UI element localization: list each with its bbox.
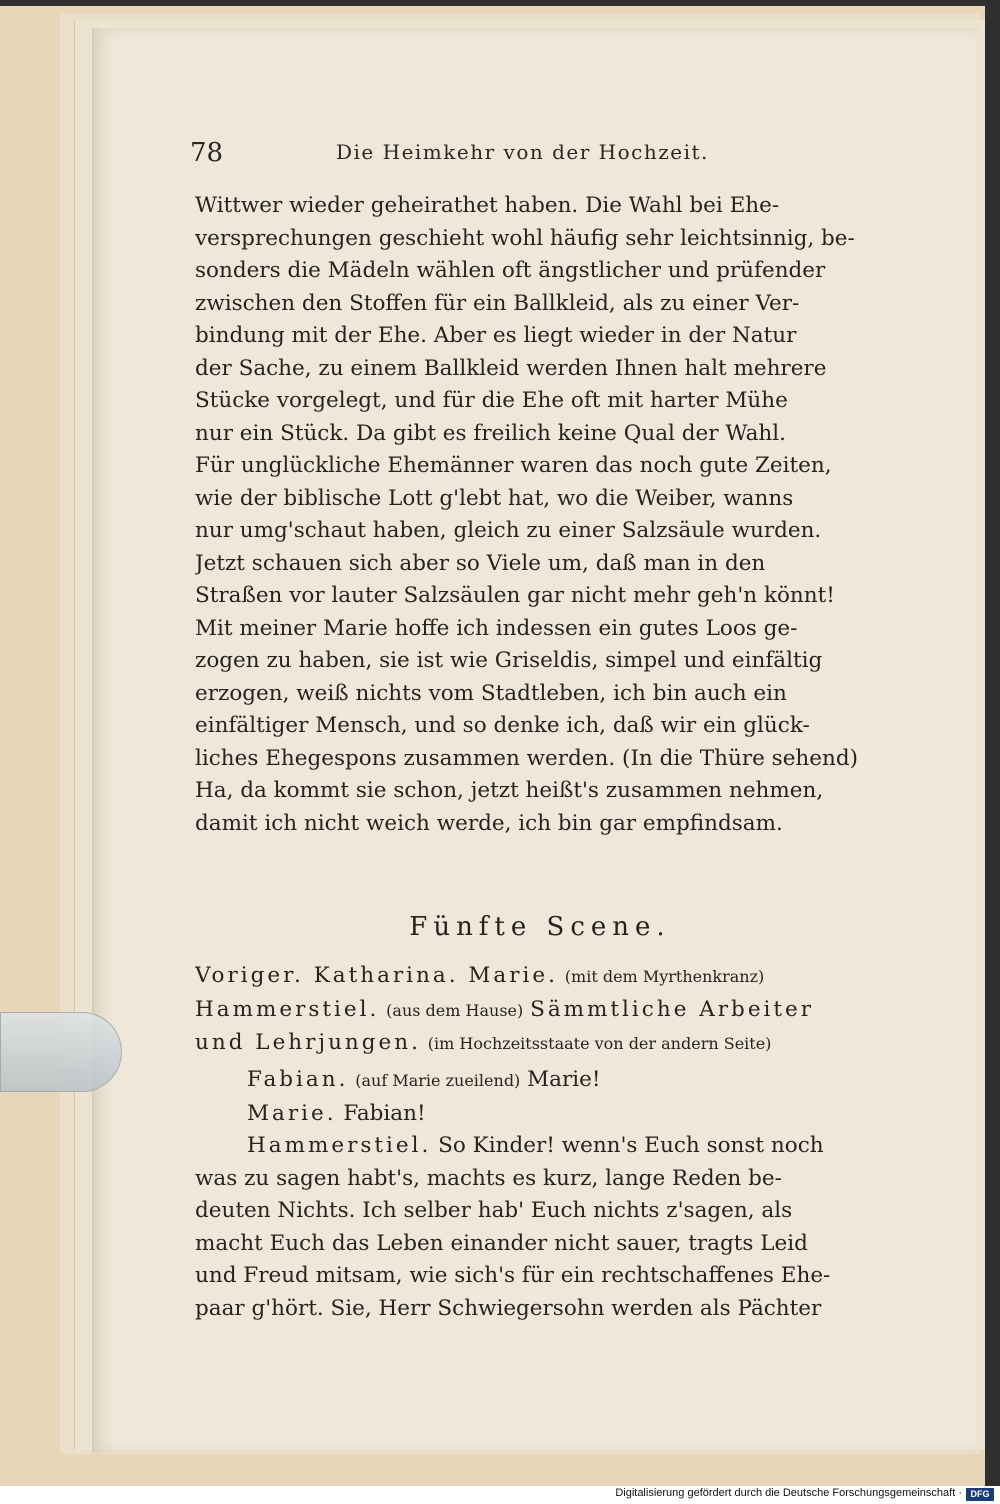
text-line: Straßen vor lauter Salzsäulen gar nicht mehr geh'n könnt! xyxy=(195,583,835,608)
text-line: zwischen den Stoffen für ein Ballkleid, als zu einer Ver- xyxy=(195,290,800,316)
cast-names: Hammerstiel. xyxy=(195,996,380,1022)
cast-names: Sämmtliche Arbeiter xyxy=(530,996,815,1022)
cast-line xyxy=(195,960,885,994)
speech: Fabian! xyxy=(343,1100,426,1126)
dialog-line xyxy=(195,1064,885,1098)
running-head: Die Heimkehr von der Hochzeit. xyxy=(336,140,709,164)
text-line: einfältiger Mensch, und so denke ich, daß wir ein glück- xyxy=(195,713,810,738)
text-line: nur umg'schaut haben, gleich zu einer Salzsäule wurden. xyxy=(195,518,822,543)
cast-names: und Lehrjungen. xyxy=(195,1030,421,1055)
stage-direction: (im Hochzeitsstaate von der andern Seite) xyxy=(427,1034,772,1053)
speaker-name: Hammerstiel. xyxy=(247,1133,432,1158)
text-line: sonders die Mädeln wählen oft ängstlicher und prüfender xyxy=(195,258,826,283)
funding-notice: Digitalisierung gefördert durch die Deutsche Forschungsgemeinschaft · xyxy=(615,1487,962,1499)
stage-direction: (mit dem Myrthenkranz) xyxy=(564,967,765,986)
cast-names: Voriger. Katharina. Marie. xyxy=(195,963,558,988)
speech: So Kinder! wenn's Euch sonst noch xyxy=(438,1133,824,1158)
text-line: der Sache, zu einem Ballkleid werden Ihnen halt mehrere xyxy=(195,355,827,381)
page-header xyxy=(190,138,880,168)
dialog-line: deuten Nichts. Ich selber hab' Euch nichts z'sagen, als xyxy=(195,1198,793,1223)
text-line: zogen zu haben, sie ist wie Griseldis, simpel und einfältig xyxy=(195,648,823,673)
stage-direction: (auf Marie zueilend) xyxy=(355,1071,521,1090)
speaker-name: Fabian. xyxy=(247,1067,349,1092)
text-line: liches Ehegespons zusammen werden. (In die Thüre sehend) xyxy=(195,745,859,771)
speaker-name: Marie. xyxy=(247,1100,337,1126)
cast-line xyxy=(195,994,885,1028)
dialog-line xyxy=(195,1098,885,1131)
cast-list xyxy=(195,960,885,1061)
text-line: Für unglückliche Ehemänner waren das noch gute Zeiten, xyxy=(195,453,832,478)
text-line: Wittwer wieder geheirathet haben. Die Wahl bei Ehe- xyxy=(195,193,780,218)
footer-bar xyxy=(0,1486,1000,1504)
page-clip xyxy=(0,1012,122,1092)
text-line: versprechungen geschieht wohl häufig sehr leichtsinnig, be- xyxy=(195,225,855,251)
body-text xyxy=(195,190,885,840)
dialog-line xyxy=(195,1130,885,1163)
dialog-line: und Freud mitsam, wie sich's für ein rechtschaffenes Ehe- xyxy=(195,1263,831,1288)
text-line: wie der biblische Lott g'lebt hat, wo die Weiber, wanns xyxy=(195,485,794,511)
text-line: bindung mit der Ehe. Aber es liegt wieder in der Natur xyxy=(195,323,797,348)
dialog-line: paar g'hört. Sie, Herr Schwiegersohn werden als Pächter xyxy=(195,1295,822,1321)
text-line: Ha, da kommt sie schon, jetzt heißt's zusammen nehmen, xyxy=(195,778,824,803)
dfg-logo: DFG xyxy=(966,1488,994,1501)
dialog-line: was zu sagen habt's, machts es kurz, lange Reden be- xyxy=(195,1165,782,1191)
dialog xyxy=(195,1064,885,1325)
page-number: 78 xyxy=(190,138,224,168)
text-line: nur ein Stück. Da gibt es freilich keine Qual der Wahl. xyxy=(195,420,786,446)
text-line: erzogen, weiß nichts vom Stadtleben, ich bin auch ein xyxy=(195,680,787,706)
text-line: Stücke vorgelegt, und für die Ehe oft mit harter Mühe xyxy=(195,388,788,413)
scene-title: Fünfte Scene. xyxy=(409,912,671,942)
stage-direction: (aus dem Hause) xyxy=(386,1000,524,1020)
text-line: damit ich nicht weich werde, ich bin gar empfindsam. xyxy=(195,810,783,836)
dialog-line: macht Euch das Leben einander nicht sauer, tragts Leid xyxy=(195,1230,808,1256)
text-line: Mit meiner Marie hoffe ich indessen ein gutes Loos ge- xyxy=(195,615,798,641)
speech: Marie! xyxy=(527,1067,601,1092)
cast-line xyxy=(195,1027,885,1061)
text-line: Jetzt schauen sich aber so Viele um, daß man in den xyxy=(195,550,766,576)
